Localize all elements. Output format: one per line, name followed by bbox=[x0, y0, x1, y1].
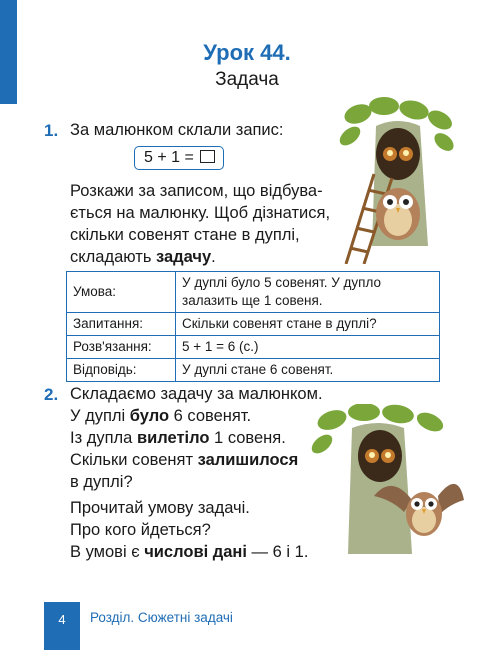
question-line3-pre: В умові є bbox=[70, 543, 145, 561]
story-line1-pre: У дуплі bbox=[70, 407, 130, 425]
story-line3-pre: Скільки совенят bbox=[70, 451, 198, 469]
task-structure-table bbox=[66, 271, 440, 382]
question-line2: Про кого йдеться? bbox=[70, 521, 211, 539]
section-title: Розділ. Сюжетні задачі bbox=[90, 610, 233, 625]
story-keyword-was: було bbox=[129, 407, 170, 425]
task1-paragraph bbox=[70, 180, 330, 268]
row-label: Запитання: bbox=[67, 313, 176, 336]
owl-ladder-illustration bbox=[336, 96, 460, 264]
table-row bbox=[67, 359, 440, 382]
row-value: 5 + 1 = 6 (с.) bbox=[176, 336, 440, 359]
task1-para-line1: Розкажи за записом, що відбува- bbox=[70, 182, 323, 200]
task1-para-line3: скільки совенят стане в дуплі, bbox=[70, 226, 300, 244]
row-label: Відповідь: bbox=[67, 359, 176, 382]
task1-para-line2: ється на малюнку. Щоб дізнатися, bbox=[70, 204, 331, 222]
task1-intro: За малюнком склали запис: bbox=[70, 121, 284, 139]
keyword-numeric-data: числові дані bbox=[144, 543, 247, 561]
question-line3-post: — 6 і 1. bbox=[246, 543, 309, 561]
lesson-subtitle: Задача bbox=[215, 69, 279, 90]
formula-box bbox=[134, 146, 224, 170]
task2-questions bbox=[70, 497, 308, 563]
page-number: 4 bbox=[44, 602, 80, 650]
row-value: Скільки совенят стане в дуплі? bbox=[176, 313, 440, 336]
question-line1: Прочитай умову задачі. bbox=[70, 499, 250, 517]
table-row bbox=[67, 336, 440, 359]
story-keyword-flew-out: вилетіло bbox=[136, 429, 210, 447]
story-line3 bbox=[70, 449, 298, 471]
para-line4-pre: складають bbox=[70, 248, 157, 266]
row-value: У дуплі стане 6 совенят. bbox=[176, 359, 440, 382]
table-row bbox=[67, 313, 440, 336]
row-value bbox=[176, 272, 440, 313]
row-label: Розв'язання: bbox=[67, 336, 176, 359]
table-row bbox=[67, 272, 440, 313]
formula-text: 5 + 1 = bbox=[144, 149, 194, 166]
story-line1-post: 6 совенят. bbox=[169, 407, 252, 425]
story-keyword-remained: залишилося bbox=[197, 451, 299, 469]
flying-owl-illustration bbox=[308, 404, 464, 556]
story-line4: в дуплі? bbox=[70, 473, 133, 491]
answer-empty-box bbox=[200, 150, 215, 163]
row-label: Умова: bbox=[67, 272, 176, 313]
story-line2-pre: Із дупла bbox=[70, 429, 137, 447]
story-line2-post: 1 совеня. bbox=[209, 429, 286, 447]
task2-number: 2. bbox=[44, 385, 59, 404]
para-line4-post: . bbox=[211, 248, 216, 266]
task2-intro: Складаємо задачу за малюнком. bbox=[70, 385, 323, 403]
lesson-title: Урок 44. bbox=[203, 40, 291, 65]
row-value-line1: У дуплі було 5 совенят. У дупло bbox=[182, 275, 382, 290]
story-line2 bbox=[70, 427, 298, 449]
task1-para-line4 bbox=[70, 246, 330, 268]
task2-story bbox=[70, 405, 298, 493]
story-line1 bbox=[70, 405, 298, 427]
question-line3 bbox=[70, 541, 308, 563]
row-value-line2: залазить ще 1 совеня. bbox=[182, 293, 323, 308]
para-keyword-task: задачу bbox=[156, 248, 212, 266]
task1-number: 1. bbox=[44, 121, 59, 140]
